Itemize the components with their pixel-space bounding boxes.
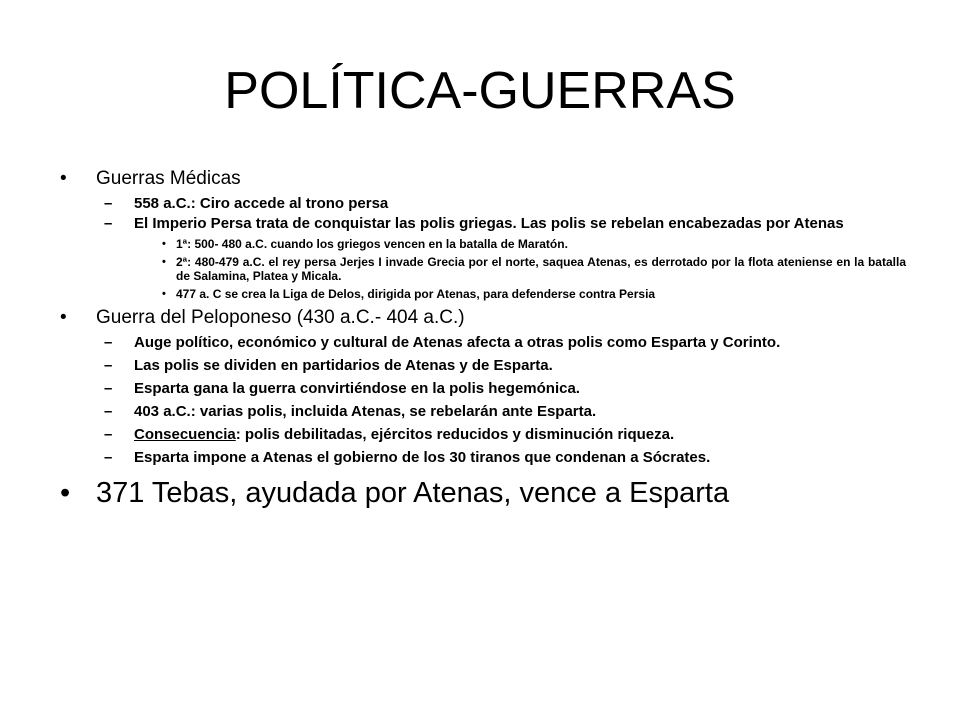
sub-bullet-imperio-persa xyxy=(60,215,906,232)
bullet-glyph: • xyxy=(60,477,71,509)
sub-bullet-ciro xyxy=(60,195,906,212)
dash-glyph: – xyxy=(104,403,113,420)
bullet-glyph: • xyxy=(60,307,67,328)
dash-glyph: – xyxy=(104,357,113,374)
sub-bullet-text: Las polis se dividen en partidarios de Atenas y de Esparta. xyxy=(134,357,553,374)
bullet-text: Guerra del Peloponeso (430 a.C.- 404 a.C.) xyxy=(96,307,465,328)
consecuencia-label: Consecuencia xyxy=(134,426,236,443)
slide-body xyxy=(60,168,906,510)
sub-bullet-partidarios xyxy=(60,357,906,374)
sub-bullet-text: 403 a.C.: varias polis, incluida Atenas, se rebelarán ante Esparta. xyxy=(134,403,597,420)
sub-bullet-auge-atenas xyxy=(60,334,906,351)
sub-bullet-consecuencia xyxy=(60,426,906,443)
slide-title: POLÍTICA-GUERRAS xyxy=(224,62,736,120)
sub-sub-bullet-text: 2ª: 480-479 a.C. el rey persa Jerjes I invade Grecia por el norte, saquea Atenas, es derrotado por la flota ateniense en la batalla de Salamina, Platea y Micala. xyxy=(176,255,906,283)
bullet-glyph: • xyxy=(162,288,166,300)
sub-bullet-text: 558 a.C.: Ciro accede al trono persa xyxy=(134,195,389,212)
sub-bullet-esparta-gana xyxy=(60,380,906,397)
bullet-guerras-medicas xyxy=(60,168,906,190)
bullet-glyph: • xyxy=(60,168,67,189)
sub-bullet-30-tiranos xyxy=(60,449,906,466)
dash-glyph: – xyxy=(104,195,113,212)
bullet-guerra-peloponeso xyxy=(60,307,906,329)
sub-sub-bullet-text: 1ª: 500- 480 a.C. cuando los griegos vencen en la batalla de Maratón. xyxy=(176,237,568,251)
bullet-tebas xyxy=(60,476,906,510)
dash-glyph: – xyxy=(104,334,113,351)
sub-bullet-text: Auge político, económico y cultural de Atenas afecta a otras polis como Esparta y Corinto. xyxy=(134,334,781,351)
bullet-glyph: • xyxy=(162,238,166,250)
bullet-glyph: • xyxy=(162,256,166,268)
dash-glyph: – xyxy=(104,215,113,232)
sub-bullet-text: : polis debilitadas, ejércitos reducidos y disminución riqueza. xyxy=(235,426,675,443)
bullet-text: Guerras Médicas xyxy=(96,168,241,189)
sub-bullet-text: El Imperio Persa trata de conquistar las polis griegas. Las polis se rebelan encabezadas por Atenas xyxy=(134,215,844,232)
sub-sub-bullet-primera xyxy=(60,237,906,251)
sub-bullet-text: Esparta gana la guerra convirtiéndose en la polis hegemónica. xyxy=(134,380,580,397)
sub-bullet-text: Esparta impone a Atenas el gobierno de los 30 tiranos que condenan a Sócrates. xyxy=(134,449,711,466)
dash-glyph: – xyxy=(104,449,113,466)
sub-sub-bullet-liga-delos xyxy=(60,287,906,301)
dash-glyph: – xyxy=(104,380,113,397)
bullet-text: 371 Tebas, ayudada por Atenas, vence a Esparta xyxy=(96,477,730,509)
sub-bullet-403 xyxy=(60,403,906,420)
dash-glyph: – xyxy=(104,426,113,443)
sub-sub-bullet-text: 477 a. C se crea la Liga de Delos, dirigida por Atenas, para defenderse contra Persia xyxy=(176,287,656,301)
sub-sub-bullet-segunda xyxy=(60,255,906,283)
